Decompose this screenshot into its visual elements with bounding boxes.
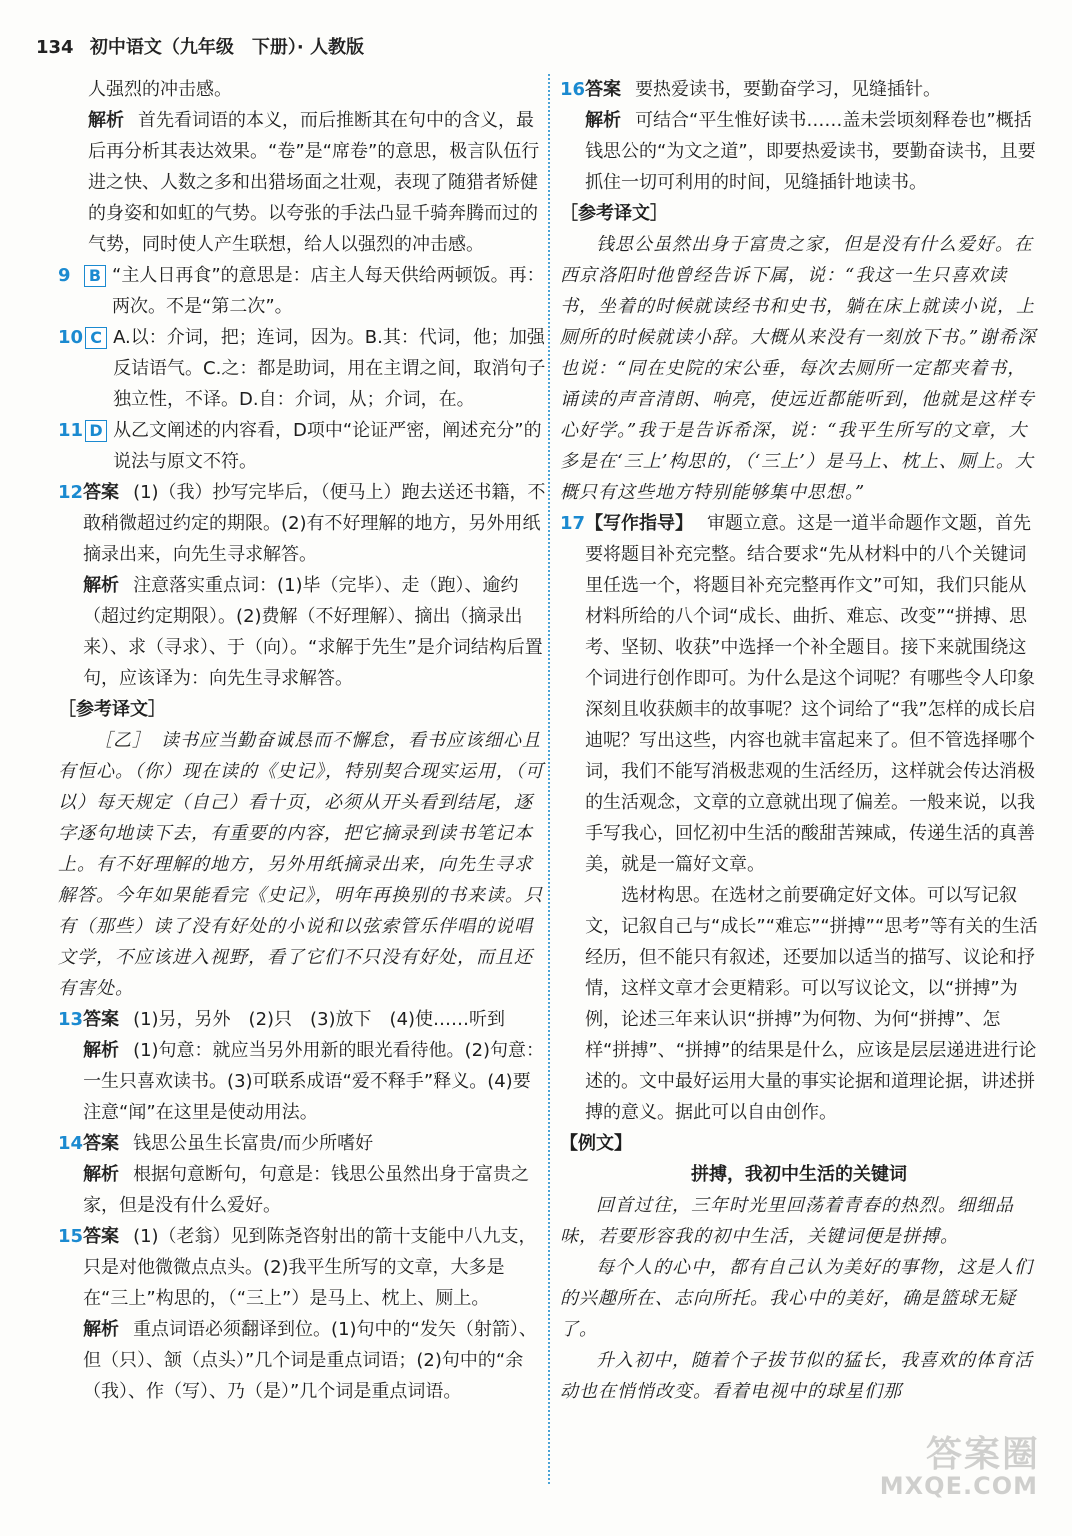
column-divider: [548, 74, 551, 1484]
answer-text: (1)另，另外 (2)只 (3)放下 (4)使……听到: [133, 1009, 506, 1030]
writing-guide-paragraph-1: 审题立意。这是一道半命题作文题，首先要将题目补充完整。结合要求“先从材料中的八个关键词里任选一个，将题目补充完整再作文”可知，我们只能从材料所给的八个词“成长、曲折、难忘、改变”“拼搏、思考、坚韧、收获”中选择一个补全题目。接下来就围绕这个词进行创作即可。为什么是这个词呢？有哪些令人印象深刻且收获颇丰的故事呢？这个词给了“我”怎样的成长启迪呢？写出这些，内容也就丰富起来了。但不管选择哪个词，我们不能写消极悲观的生活经历，这样就会传达消极的生活观念，文章的立意就出现了偏差。一般来说，以我手写我心，回忆初中生活的酸甜苦辣咸，传递生活的真善美，就是一篇好文章。: [585, 513, 1036, 875]
parse-label: 解析: [83, 1164, 120, 1185]
question-11: [58, 415, 546, 477]
question-16: [560, 74, 1038, 198]
parse-label: 解析: [83, 1040, 120, 1061]
parse-text: 可结合“平生惟好读书……盖未尝顷刻释卷也”概括钱思公的“为文之道”，即要热爱读书，要勤奋读书，且要抓住一切可利用的时间，见缝插针地读书。: [585, 110, 1036, 193]
answer-label: 答案: [83, 1226, 120, 1247]
question-15: [58, 1221, 546, 1407]
right-column: [560, 74, 1038, 1407]
essay-paragraph: 回首过往，三年时光里回荡着青春的热烈。细细品味，若要形容我的初中生活，关键词便是拼搏。: [560, 1195, 1014, 1247]
answer-label: 答案: [83, 482, 120, 503]
question-text: 从乙文阐述的内容看，D项中“论证严密，阐述充分”的说法与原文不符。: [113, 420, 542, 472]
question-17: [560, 508, 1038, 1128]
watermark-url: MXQE.COM: [879, 1472, 1038, 1500]
parse-text: 根据句意断句，句意是：钱思公虽然出身于富贵之家，但是没有什么爱好。: [83, 1164, 530, 1216]
question-text: A.以：介词，把；连词，因为。B.其：代词，他；加强反诘语气。C.之：都是助词，用在主谓之间，取消句子独立性，不译。D.自：介词，从；介词，在。: [113, 327, 546, 410]
question-number: 11: [58, 420, 84, 441]
page-header: [36, 36, 364, 60]
watermark-logo: [879, 1422, 1048, 1514]
answer-box: C: [85, 327, 107, 349]
question-number: 15: [58, 1226, 84, 1247]
parse-label: 解析: [88, 110, 124, 131]
essay-paragraph: 升入初中，随着个子拔节似的猛长，我喜欢的体育活动也在悄悄改变。看着电视中的球星们那: [560, 1350, 1033, 1402]
answer-text: 钱思公虽生长富贵/而少所嗜好: [133, 1133, 374, 1154]
parse-text: (1)句意：就应当另外用新的眼光看待他。(2)句意：一生只喜欢读书。(3)可联系成语“爱不释手”释义。(4)要注意“闻”在这里是使动用法。: [83, 1040, 545, 1123]
question-9: [58, 260, 546, 322]
parse-text: 重点词语必须翻译到位。(1)句中的“发矢（射箭）、但（只）、颔（点头）”几个词是重点词语；(2)句中的“余（我）、作（写）、乃（是）”几个词是重点词语。: [83, 1319, 537, 1402]
answer-label: 答案: [83, 1009, 120, 1030]
answer-label: 答案: [585, 79, 622, 100]
reference-translation-label: ［参考译文］: [58, 699, 166, 720]
reference-translation: ［乙］ 读书应当勤奋诚恳而不懈怠，看书应该细心且有恒心。（你）现在读的《史记》，特别契合现实运用，（可以）每天规定（自己）看十页，必须从开头看到结尾，逐字逐句地读下去，有重要的内容，把它摘录到读书笔记本上。有不好理解的地方，另外用纸摘录出来，向先生寻求解答。今年如果能看完《史记》，明年再换别的书来读。只有（那些）读了没有好处的小说和以弦索管乐伴唱的说唱文学，不应该进入视野，看了它们不只没有好处，而且还有害处。: [58, 730, 544, 999]
question-number: 10: [58, 327, 84, 348]
reference-translation-label: ［参考译文］: [560, 203, 668, 224]
question-number: 12: [58, 482, 84, 503]
essay-title: 拼搏，我初中生活的关键词: [691, 1164, 907, 1185]
question-12: [58, 477, 546, 694]
answer-text: (1)（老翁）见到陈尧咨射出的箭十支能中八九支，只是对他微微点点头。(2)我平生所写的文章，大多是在“三上”构思的，（“三上”）是马上、枕上、厕上。: [83, 1226, 537, 1309]
parse-text: 首先看词语的本义，而后推断其在句中的含义，最后再分析其表达效果。“卷”是“席卷”的意思，极言队伍行进之快、人数之多和出猎场面之壮观，表现了随猎者矫健的身姿和如虹的气势。以夸张的手法凸显千骑奔腾而过的气势，同时使人产生联想，给人以强烈的冲击感。: [88, 110, 540, 255]
answer-box: D: [85, 420, 107, 442]
answer-box: B: [84, 265, 106, 287]
watermark-text: 答案圈: [925, 1434, 1040, 1475]
parse-block: [88, 105, 546, 260]
parse-label: 解析: [83, 575, 120, 596]
question-14: [58, 1128, 546, 1221]
answer-label: 答案: [83, 1133, 120, 1154]
left-column: [58, 74, 546, 1407]
continued-text: 人强烈的冲击感。: [88, 79, 232, 100]
parse-label: 解析: [83, 1319, 120, 1340]
answer-text: 要热爱读书，要勤奋学习，见缝插针。: [635, 79, 942, 100]
question-number: 13: [58, 1009, 84, 1030]
question-text: “主人日再食”的意思是：店主人每天供给两顿饭。再：两次。不是“第二次”。: [112, 265, 545, 317]
question-10: [58, 322, 546, 415]
question-13: [58, 1004, 546, 1128]
question-number: 14: [58, 1133, 84, 1154]
book-title: 初中语文（九年级 下册）· 人教版: [89, 37, 364, 58]
question-number: 17: [560, 513, 586, 534]
parse-label: 解析: [585, 110, 622, 131]
writing-guide-label: 【写作指导】: [585, 513, 694, 534]
answer-text: (1)（我）抄写完毕后，（便马上）跑去送还书籍，不敢稍微超过约定的期限。(2)有不好理解的地方，另外用纸摘录出来，向先生寻求解答。: [83, 482, 546, 565]
reference-translation: 钱思公虽然出身于富贵之家，但是没有什么爱好。在西京洛阳时他曾经告诉下属，说：“我这一生只喜欢读书，坐着的时候就读经书和史书，躺在床上就读小说，上厕所的时候就读小辞。大概从来没有一刻放下书。”谢希深也说：“同在史院的宋公垂，每次去厕所一定都夹着书，诵读的声音清朗、响亮，使远近都能听到，他就是这样专心好学。”我于是告诉希深，说：“我平生所写的文章，大多是在‘三上’构思的，（‘三上’）是马上、枕上、厕上。大概只有这些地方特别能够集中思想。”: [560, 234, 1037, 503]
question-number: 9: [58, 265, 71, 286]
question-number: 16: [560, 79, 586, 100]
writing-guide-paragraph-2: 选材构思。在选材之前要确定好文体。可以写记叙文，记叙自己与“成长”“难忘”“拼搏”“思考”等有关的生活经历，但不能只有叙述，还要加以适当的描写、议论和抒情，这样文章才会更精彩。可以写议论文，以“拼搏”为例，论述三年来认识“拼搏”为何物、为何“拼搏”、怎样“拼搏”、“拼搏”的结果是什么，应该是层层递进进行论述的。文中最好运用大量的事实论据和道理论据，讲述拼搏的意义。据此可以自由创作。: [585, 885, 1038, 1123]
page-number: 134: [36, 37, 74, 58]
parse-text: 注意落实重点词：(1)毕（完毕）、走（跑）、逾约（超过约定期限）。(2)费解（不好理解）、摘出（摘录出来）、求（寻求）、于（向）。“求解于先生”是介词结构后置句，应该译为：向先生寻求解答。: [83, 575, 543, 689]
essay-paragraph: 每个人的心中，都有自己认为美好的事物，这是人们的兴趣所在、志向所托。我心中的美好，确是篮球无疑了。: [560, 1257, 1033, 1340]
example-essay-label: 【例文】: [560, 1133, 632, 1154]
